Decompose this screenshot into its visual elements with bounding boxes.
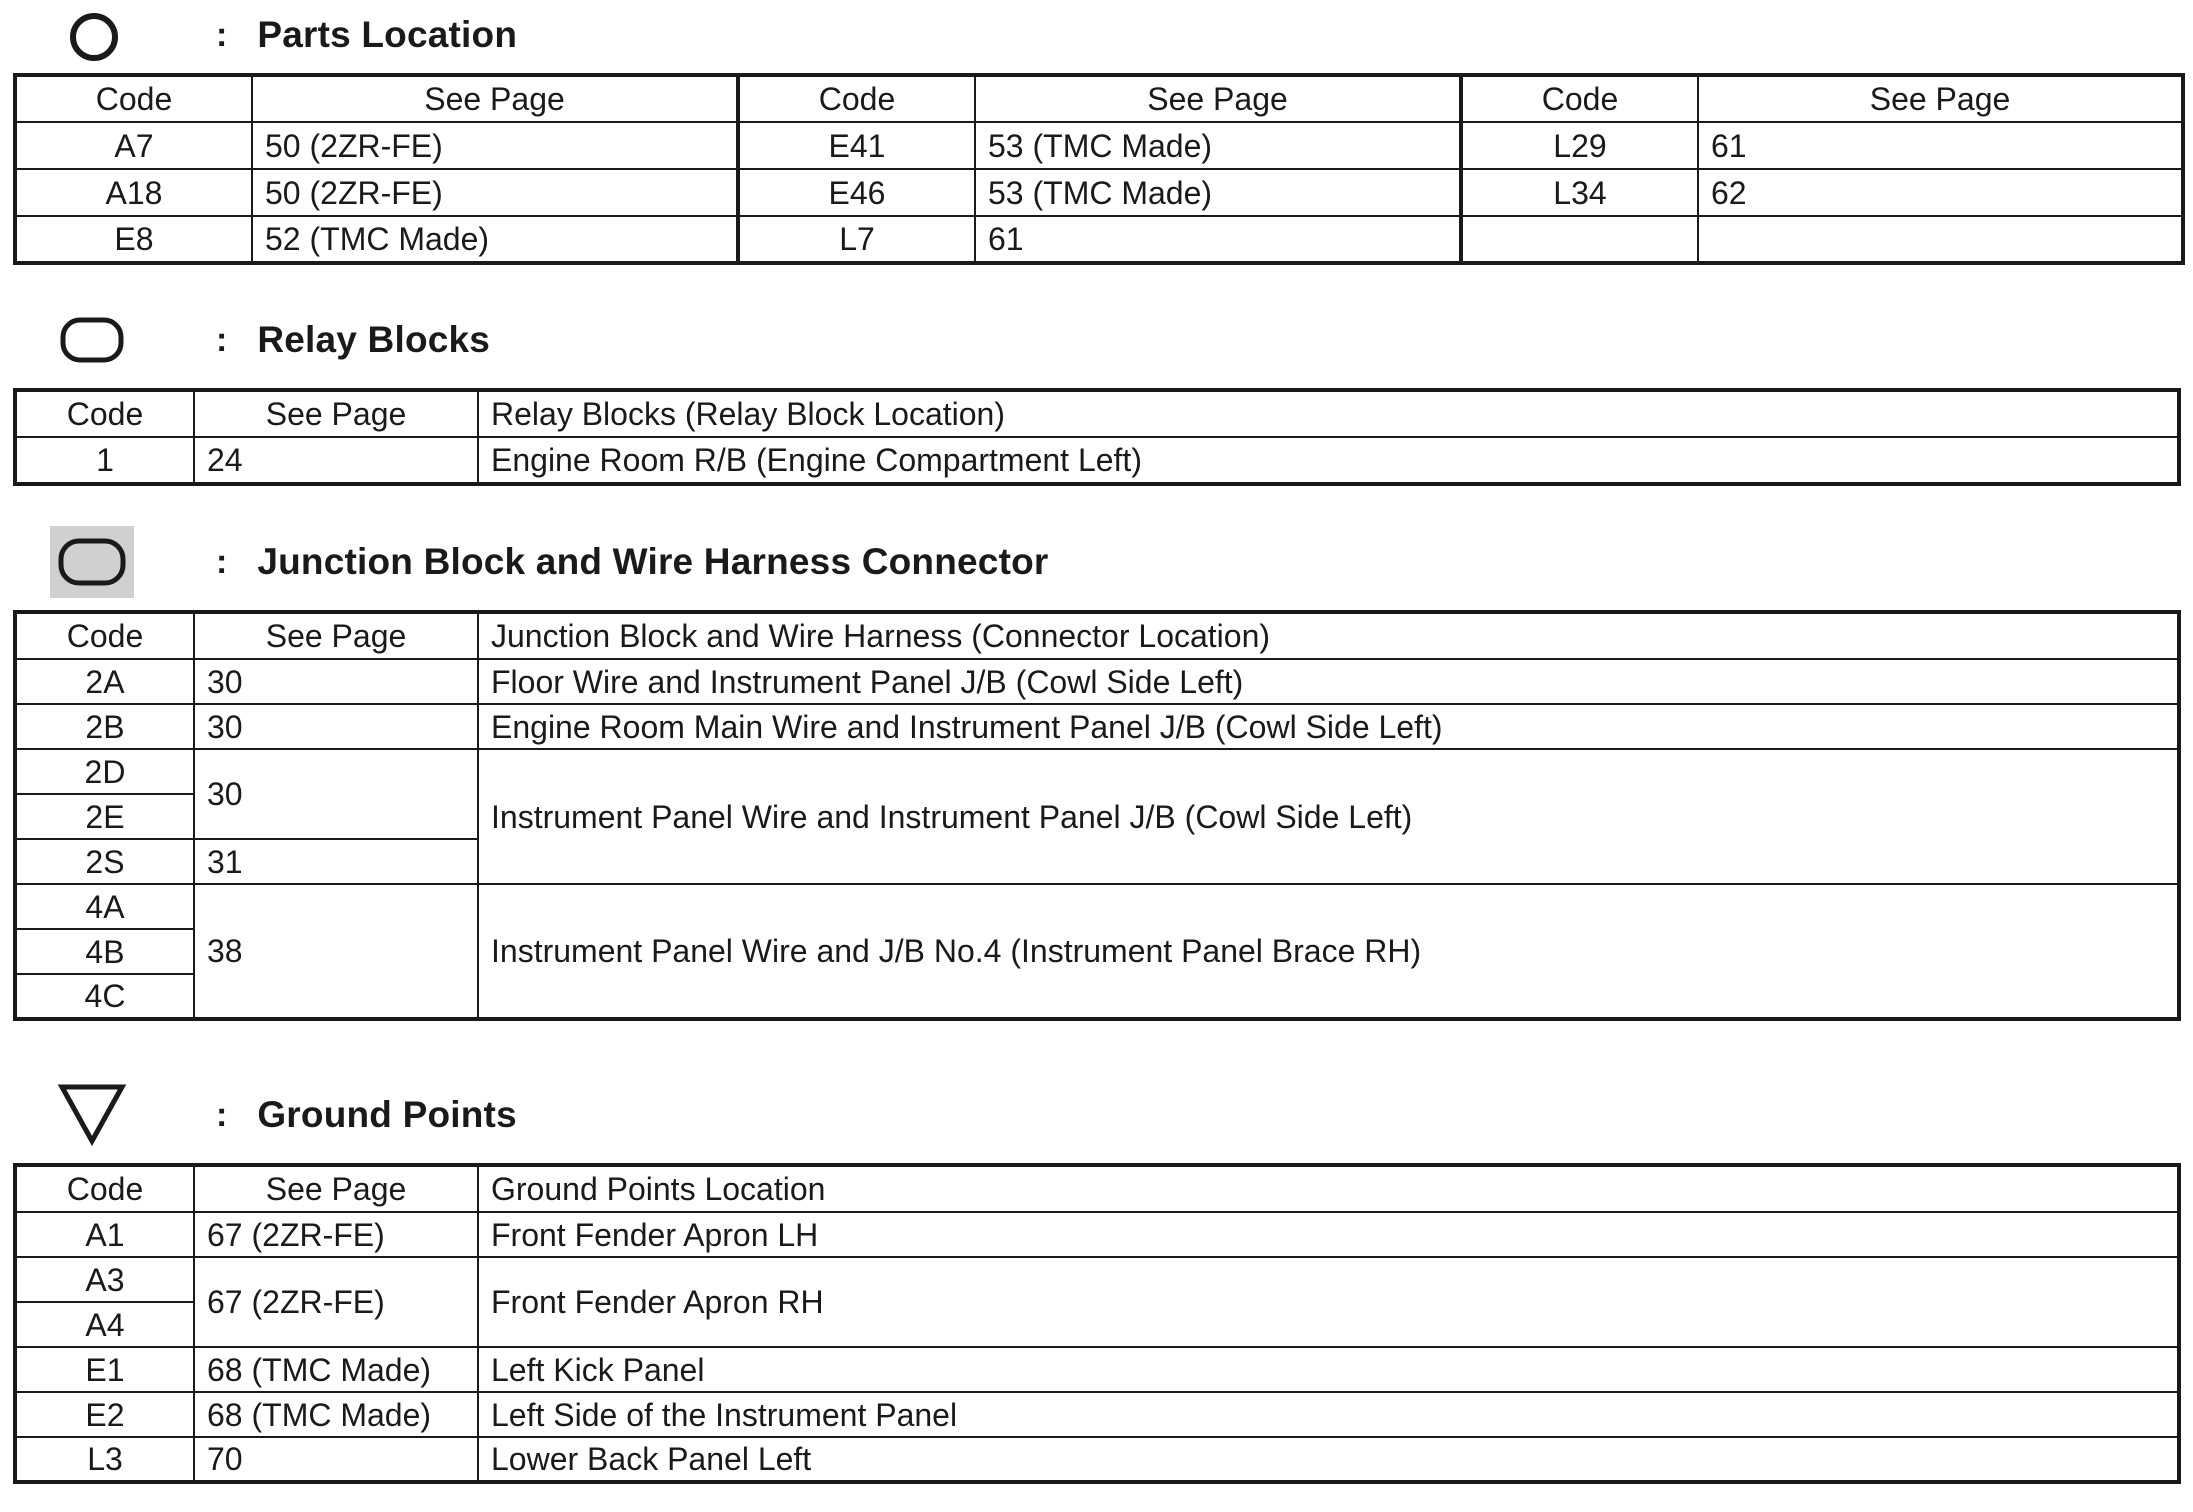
page-cell: 30 bbox=[194, 659, 478, 704]
column-header: Code bbox=[15, 1165, 194, 1212]
code-cell: A3 bbox=[15, 1257, 194, 1302]
column-header: Code bbox=[15, 612, 194, 659]
table-row bbox=[15, 1257, 2179, 1302]
page-cell: 50 (2ZR-FE) bbox=[252, 169, 738, 216]
section-title: Ground Points bbox=[257, 1094, 517, 1135]
column-header: Ground Points Location bbox=[478, 1165, 2179, 1212]
code-cell: E41 bbox=[738, 122, 975, 169]
heading-colon: : bbox=[216, 542, 228, 581]
table-row bbox=[15, 1392, 2179, 1437]
code-cell: A18 bbox=[15, 169, 252, 216]
table-row bbox=[15, 659, 2179, 704]
shaded-rounded-rectangle-icon bbox=[50, 530, 134, 594]
page-cell: 67 (2ZR-FE) bbox=[194, 1257, 478, 1347]
column-header: Junction Block and Wire Harness (Connector Location) bbox=[478, 612, 2179, 659]
table-row bbox=[15, 437, 2179, 484]
page-cell: 50 (2ZR-FE) bbox=[252, 122, 738, 169]
heading-colon: : bbox=[216, 1095, 228, 1134]
heading-colon: : bbox=[216, 320, 228, 359]
code-cell: E2 bbox=[15, 1392, 194, 1437]
heading-colon: : bbox=[216, 15, 228, 54]
code-cell: 1 bbox=[15, 437, 194, 484]
column-header: Code bbox=[15, 390, 194, 437]
rounded-rectangle-icon bbox=[50, 308, 134, 372]
page-cell: 52 (TMC Made) bbox=[252, 216, 738, 263]
table-header-row bbox=[15, 1165, 2179, 1212]
column-header: Code bbox=[1461, 75, 1698, 122]
section-title: Parts Location bbox=[257, 14, 518, 55]
page-cell: 53 (TMC Made) bbox=[975, 122, 1461, 169]
column-header: See Page bbox=[1698, 75, 2183, 122]
page-cell: 70 bbox=[194, 1437, 478, 1482]
relay-blocks-heading bbox=[50, 308, 490, 372]
code-cell: 2A bbox=[15, 659, 194, 704]
location-cell: Engine Room Main Wire and Instrument Panel J/B (Cowl Side Left) bbox=[478, 704, 2179, 749]
table-row bbox=[15, 216, 2183, 263]
column-header: See Page bbox=[194, 612, 478, 659]
column-header: See Page bbox=[194, 390, 478, 437]
page-cell: 68 (TMC Made) bbox=[194, 1392, 478, 1437]
code-cell: L7 bbox=[738, 216, 975, 263]
code-cell bbox=[1461, 216, 1698, 263]
ground-points-table bbox=[13, 1163, 2181, 1484]
code-cell: E46 bbox=[738, 169, 975, 216]
column-header: Code bbox=[738, 75, 975, 122]
code-cell: A4 bbox=[15, 1302, 194, 1347]
code-cell: A7 bbox=[15, 122, 252, 169]
code-cell: E1 bbox=[15, 1347, 194, 1392]
table-row bbox=[15, 169, 2183, 216]
page-cell: 62 bbox=[1698, 169, 2183, 216]
column-header: Code bbox=[15, 75, 252, 122]
table-row bbox=[15, 122, 2183, 169]
page-cell: 61 bbox=[975, 216, 1461, 263]
ground-points-heading bbox=[50, 1083, 517, 1147]
code-cell: A1 bbox=[15, 1212, 194, 1257]
table-row bbox=[15, 1437, 2179, 1482]
table-row bbox=[15, 704, 2179, 749]
location-cell: Floor Wire and Instrument Panel J/B (Cowl Side Left) bbox=[478, 659, 2179, 704]
down-triangle-icon bbox=[50, 1083, 134, 1147]
code-cell: 2S bbox=[15, 839, 194, 884]
column-header: Relay Blocks (Relay Block Location) bbox=[478, 390, 2179, 437]
location-cell: Lower Back Panel Left bbox=[478, 1437, 2179, 1482]
column-header: See Page bbox=[975, 75, 1461, 122]
page-cell: 38 bbox=[194, 884, 478, 1019]
column-header: See Page bbox=[252, 75, 738, 122]
code-cell: E8 bbox=[15, 216, 252, 263]
page-cell: 24 bbox=[194, 437, 478, 484]
page-cell: 30 bbox=[194, 704, 478, 749]
section-title: Relay Blocks bbox=[257, 319, 491, 360]
code-cell: 2B bbox=[15, 704, 194, 749]
table-header-row bbox=[15, 75, 2183, 122]
code-cell: L29 bbox=[1461, 122, 1698, 169]
table-header-row bbox=[15, 612, 2179, 659]
code-cell: 4A bbox=[15, 884, 194, 929]
table-row bbox=[15, 749, 2179, 794]
circle-icon bbox=[50, 3, 134, 67]
page-cell bbox=[1698, 216, 2183, 263]
location-cell: Instrument Panel Wire and Instrument Panel J/B (Cowl Side Left) bbox=[478, 749, 2179, 884]
code-cell: L34 bbox=[1461, 169, 1698, 216]
page-cell: 61 bbox=[1698, 122, 2183, 169]
column-header: See Page bbox=[194, 1165, 478, 1212]
code-cell: 2D bbox=[15, 749, 194, 794]
code-cell: 4B bbox=[15, 929, 194, 974]
page-cell: 31 bbox=[194, 839, 478, 884]
table-header-row bbox=[15, 390, 2179, 437]
page-cell: 53 (TMC Made) bbox=[975, 169, 1461, 216]
location-cell: Front Fender Apron RH bbox=[478, 1257, 2179, 1347]
page-cell: 30 bbox=[194, 749, 478, 839]
location-cell: Left Kick Panel bbox=[478, 1347, 2179, 1392]
parts-location-heading bbox=[50, 3, 517, 67]
location-cell: Front Fender Apron LH bbox=[478, 1212, 2179, 1257]
table-row bbox=[15, 1347, 2179, 1392]
code-cell: 4C bbox=[15, 974, 194, 1019]
location-cell: Engine Room R/B (Engine Compartment Left) bbox=[478, 437, 2179, 484]
location-cell: Left Side of the Instrument Panel bbox=[478, 1392, 2179, 1437]
page-cell: 67 (2ZR-FE) bbox=[194, 1212, 478, 1257]
table-row bbox=[15, 1212, 2179, 1257]
code-cell: L3 bbox=[15, 1437, 194, 1482]
junction-block-heading bbox=[50, 530, 1049, 594]
relay-blocks-table bbox=[13, 388, 2181, 486]
table-row bbox=[15, 884, 2179, 929]
parts-location-table bbox=[13, 73, 2185, 265]
section-title: Junction Block and Wire Harness Connector bbox=[257, 541, 1049, 582]
location-cell: Instrument Panel Wire and J/B No.4 (Instrument Panel Brace RH) bbox=[478, 884, 2179, 1019]
page-cell: 68 (TMC Made) bbox=[194, 1347, 478, 1392]
junction-block-table bbox=[13, 610, 2181, 1021]
code-cell: 2E bbox=[15, 794, 194, 839]
